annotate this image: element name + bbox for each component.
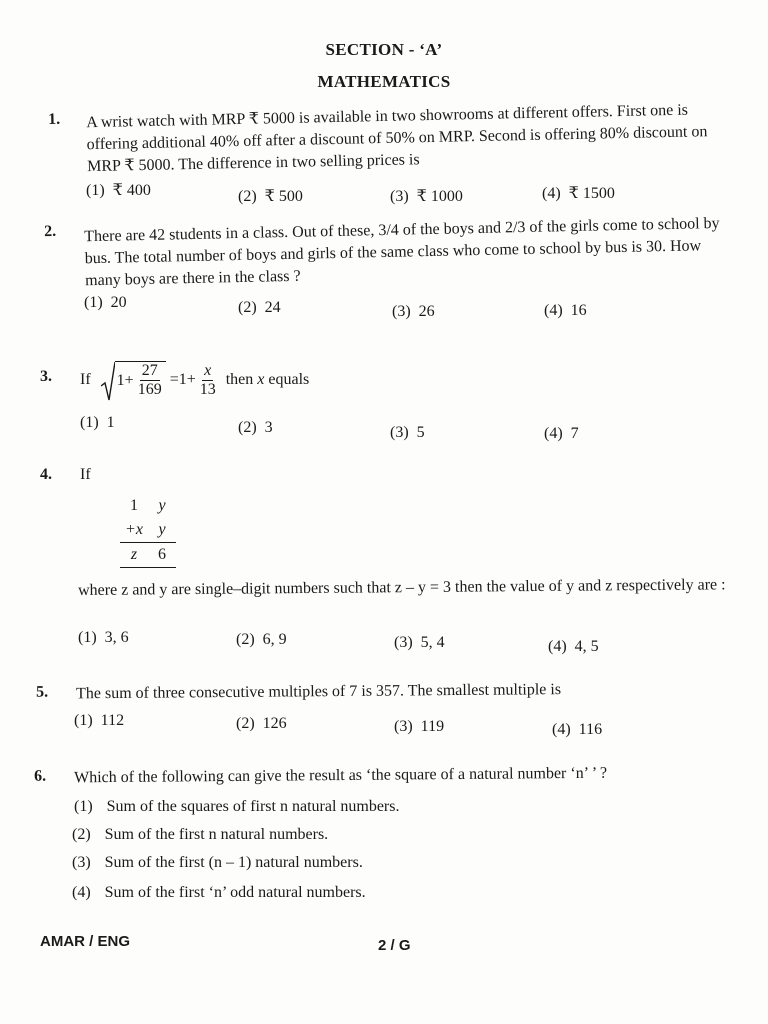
option-1[interactable]: (1) ₹ 400 <box>86 182 151 199</box>
paper-code: AMAR / ENG <box>40 933 130 950</box>
if-label: If <box>80 466 91 483</box>
question-number: 4. <box>40 466 52 483</box>
option-2[interactable]: (2) ₹ 500 <box>238 188 303 205</box>
option-2[interactable]: (2) 3 <box>238 419 273 436</box>
option-3[interactable]: (3) ₹ 1000 <box>390 188 463 205</box>
question-number: 1. <box>47 110 61 128</box>
question-number: 5. <box>35 683 49 701</box>
option-4[interactable]: (4) ₹ 1500 <box>542 185 615 202</box>
question-5 <box>0 677 768 703</box>
option-3[interactable]: (3) 26 <box>392 303 435 320</box>
question-text: The sum of three consecutive multiples of 7 is 357. The smallest multiple is <box>76 681 562 703</box>
option-2[interactable]: (2) 6, 9 <box>236 631 287 648</box>
option-3[interactable]: (3) 119 <box>394 718 445 735</box>
square-root: 1+ $\frac{27}{169}$ <box>115 361 166 399</box>
fraction-27-169: $\frac{27}{169}$ <box>137 362 162 398</box>
option-1[interactable]: (1) 20 <box>84 294 127 311</box>
option-1[interactable]: (1) 1 <box>80 414 115 431</box>
question-1 <box>0 96 768 176</box>
question-number: 2. <box>43 222 57 241</box>
option-4[interactable]: (4) Sum of the first ‘n’ odd natural numbers. <box>72 884 366 901</box>
question-number: 6. <box>33 767 47 785</box>
question-number: 3. <box>40 368 52 385</box>
section-heading: SECTION - ‘A’ <box>325 40 443 59</box>
option-4[interactable]: (4) 116 <box>552 721 603 738</box>
option-1[interactable]: (1) 112 <box>74 712 125 729</box>
question-text: A wrist watch with MRP ₹ 5000 is available in two showrooms at different offers. First one is offering additional 40% off after a discount of 50% on MRP. Second is offering 80% discount on MRP ₹ 5000. The difference in two selling prices is <box>86 101 708 176</box>
option-3[interactable]: (3) 5 <box>390 424 425 441</box>
question-text: There are 42 students in a class. Out of these, 3/4 of the boys and 2/3 of the girls come to school by bus. The total number of boys and girls of the same class who come to school by bus is 30. How many boys are there in the class ? <box>84 214 720 290</box>
question-text: where z and y are single–digit numbers such that z – y = 3 then the value of y and z respectively are : <box>78 576 726 599</box>
question-text: Which of the following can give the result as ‘the square of a natural number ‘n’ ’ ? <box>74 764 608 787</box>
option-1[interactable]: (1) 3, 6 <box>78 629 129 646</box>
option-4[interactable]: (4) 7 <box>544 425 579 442</box>
option-1[interactable]: (1) Sum of the squares of first n natural numbers. <box>74 798 400 815</box>
radical-sign <box>101 358 115 404</box>
if-label: If <box>80 371 91 388</box>
subject-heading: MATHEMATICS <box>317 72 451 91</box>
option-2[interactable]: (2) 24 <box>238 299 281 316</box>
option-4[interactable]: (4) 16 <box>544 302 587 319</box>
option-3[interactable]: (3) Sum of the first (n – 1) natural numbers. <box>72 854 363 871</box>
fraction-x-13: $\frac{x}{13}$ <box>199 361 216 398</box>
question-2 <box>0 208 768 290</box>
option-4[interactable]: (4) 4, 5 <box>548 638 599 655</box>
option-3[interactable]: (3) 5, 4 <box>394 634 445 651</box>
sum-underline <box>120 567 176 568</box>
column-addition: 1 y +x y z 6 <box>120 494 176 568</box>
page-number: 2 / G <box>378 937 411 954</box>
option-2[interactable]: (2) Sum of the first n natural numbers. <box>72 826 329 843</box>
radical-equation: If 1+ $\frac{27}{169}$ =1+ $\frac{x}{13}$ then x equals <box>80 360 309 400</box>
option-2[interactable]: (2) 126 <box>236 715 287 732</box>
question-6 <box>0 761 768 787</box>
